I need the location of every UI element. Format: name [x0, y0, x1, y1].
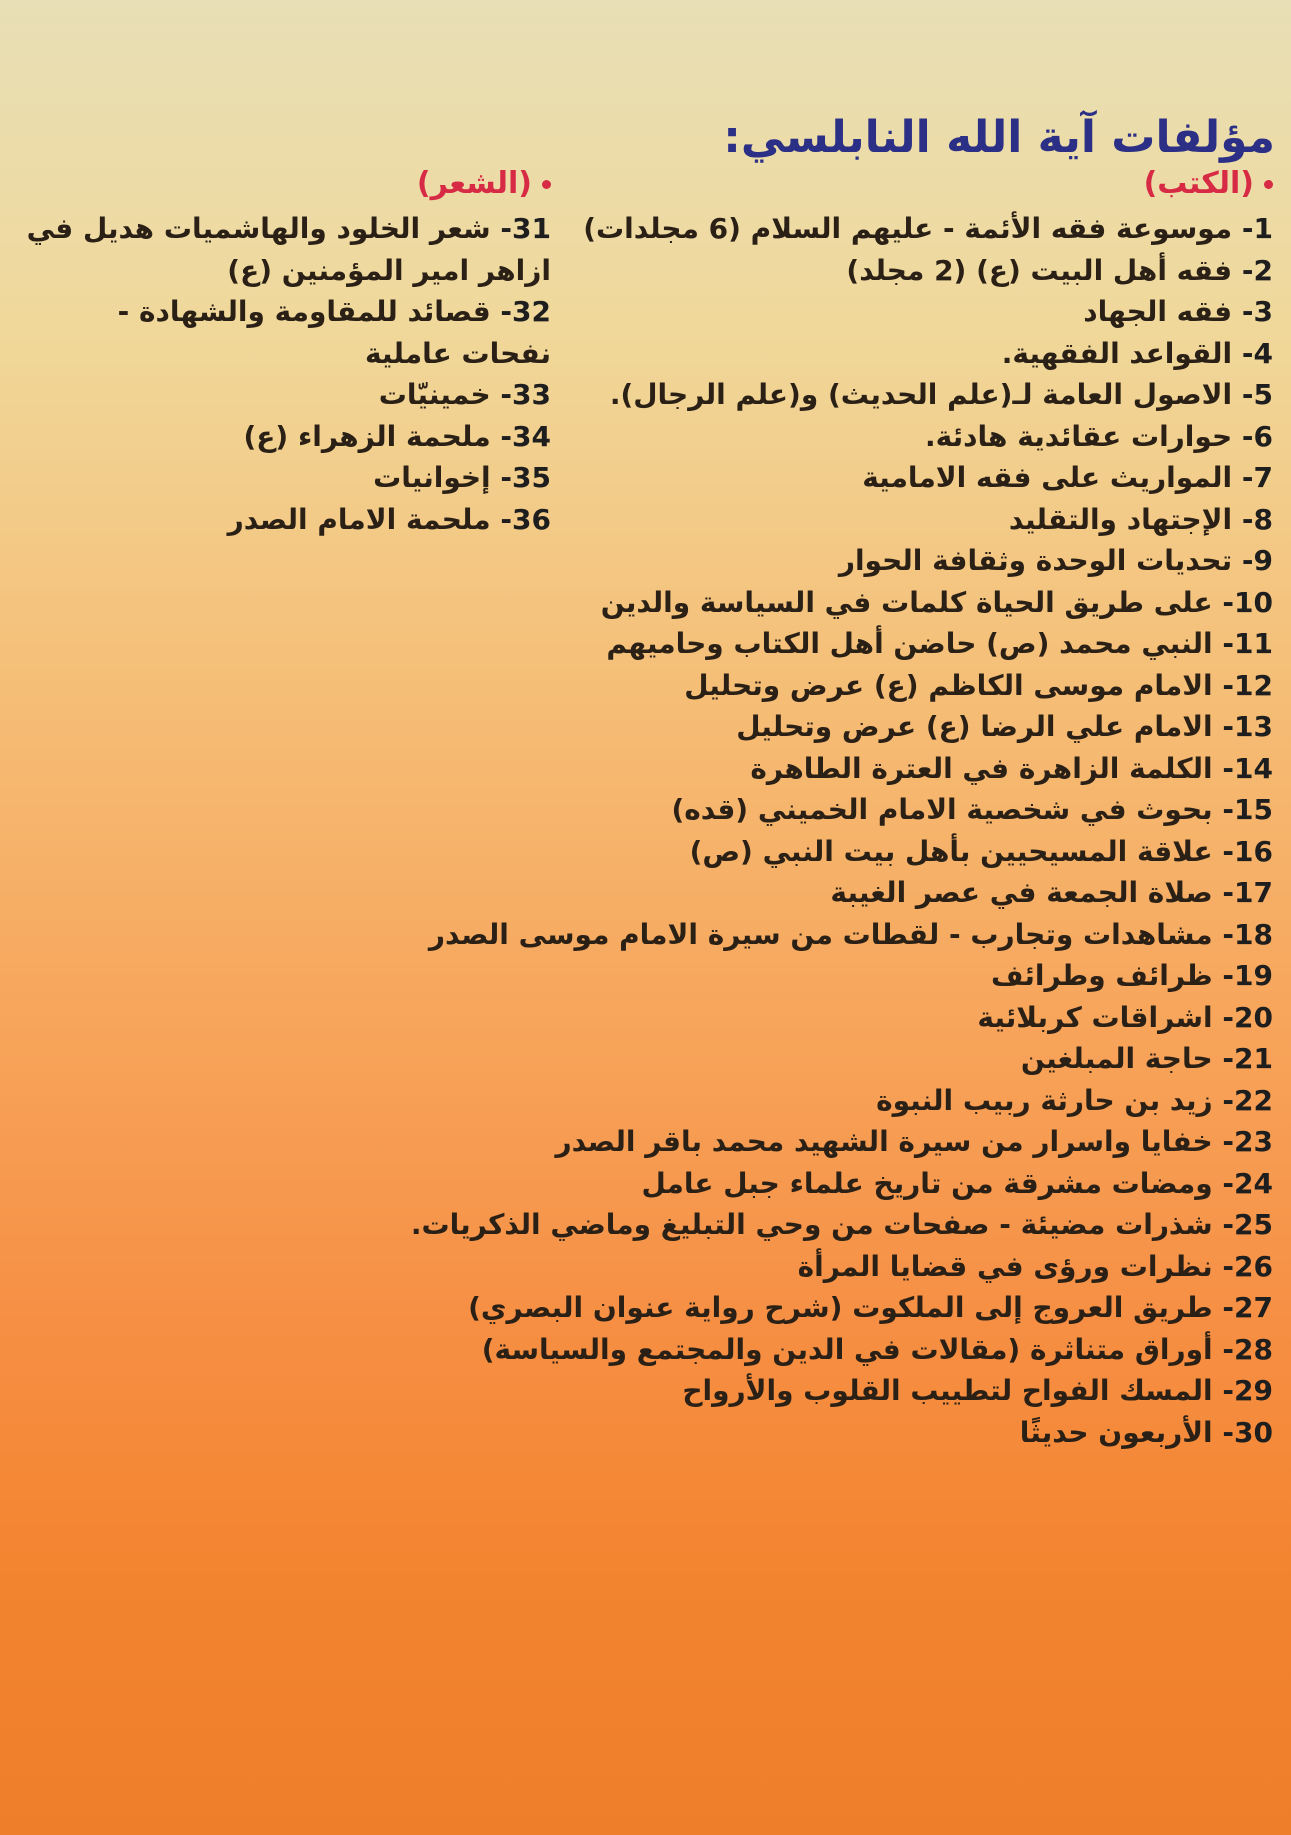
item-title: النبي محمد (ص) حاضن أهل الكتاب وحاميهم [606, 627, 1213, 660]
item-title: المواريث على فقه الامامية [862, 461, 1233, 494]
item-number: 14- [1222, 751, 1273, 785]
list-item [513, 291, 1273, 333]
item-title: ملحمة الامام الصدر [227, 502, 491, 536]
list-item [468, 1287, 1273, 1329]
list-item [410, 1204, 1273, 1246]
item-number: 24- [1222, 1166, 1273, 1200]
list-item [513, 208, 1273, 250]
item-number: 10- [1222, 585, 1273, 619]
list-item [513, 540, 1273, 582]
item-number: 29- [1222, 1374, 1273, 1407]
item-title: القواعد الفقهية. [1001, 336, 1233, 370]
item-title: طريق العروج إلى الملكوت (شرح رواية عنوان البصري) [468, 1291, 1213, 1324]
list-item [513, 997, 1273, 1039]
item-title: حاجة المبلغين [1020, 1042, 1213, 1075]
list-item [513, 872, 1273, 914]
item-title: أوراق متناثرة (مقالات في الدين والمجتمع والسياسة) [481, 1332, 1213, 1366]
item-title: شعر الخلود والهاشميات هديل في ازاهر امير المؤمنين (ع) [26, 212, 551, 287]
item-title: ملحمة الزهراء (ع) [243, 419, 491, 453]
item-title: الإجتهاد والتقليد [1008, 502, 1233, 536]
item-number: 18- [1222, 917, 1273, 951]
list-item [513, 623, 1273, 665]
item-title: بحوث في شخصية الامام الخميني (قده) [671, 793, 1213, 826]
item-number: 21- [1222, 1042, 1273, 1075]
item-number: 25- [1222, 1208, 1273, 1241]
item-title: صلاة الجمعة في عصر الغيبة [830, 876, 1213, 909]
list-item [513, 748, 1273, 790]
list-item [513, 1370, 1273, 1412]
list-item [513, 1163, 1273, 1205]
list-item [513, 955, 1273, 997]
item-title: موسوعة فقه الأئمة - عليهم السلام (6 مجلدات) [583, 212, 1233, 245]
list-item [513, 582, 1273, 624]
list-item [21, 499, 551, 541]
item-title: خفايا واسرار من سيرة الشهيد محمد باقر الصدر [555, 1125, 1213, 1158]
bullet-icon [1264, 180, 1273, 189]
item-title: تحديات الوحدة وثقافة الحوار [838, 544, 1233, 577]
item-title: ومضات مشرقة من تاريخ علماء جبل عامل [641, 1166, 1213, 1200]
item-title: ظرائف وطرائف [991, 959, 1213, 992]
item-title: اشراقات كربلائية [977, 1000, 1213, 1034]
item-title: إخوانيات [373, 461, 491, 494]
item-number: 2- [1241, 253, 1273, 287]
item-title: فقه الجهاد [1083, 295, 1233, 328]
item-title: مشاهدات وتجارب - لقطات من سيرة الامام موسى الصدر [428, 917, 1213, 951]
item-number: 7- [1241, 461, 1273, 494]
list-item [21, 291, 551, 374]
list-item [513, 416, 1273, 458]
item-title: الاصول العامة لـ(علم الحديث) و(علم الرجال). [609, 378, 1233, 411]
item-number: 8- [1241, 502, 1273, 536]
item-title: الامام موسى الكاظم (ع) عرض وتحليل [684, 668, 1213, 702]
list-item [21, 416, 551, 458]
list-item [513, 374, 1273, 416]
list-item [513, 1038, 1273, 1080]
item-title: شذرات مضيئة - صفحات من وحي التبليغ وماضي الذكريات. [410, 1208, 1213, 1241]
item-number: 4- [1241, 336, 1273, 370]
item-title: فقه أهل البيت (ع) (2 مجلد) [846, 253, 1233, 287]
item-number: 5- [1241, 378, 1273, 411]
list-item [513, 499, 1273, 541]
list-item [513, 831, 1273, 873]
item-number: 12- [1222, 668, 1273, 702]
item-title: قصائد للمقاومة والشهادة - نفحات عاملية [117, 295, 551, 370]
item-number: 30- [1222, 1415, 1273, 1449]
item-number: 32- [500, 295, 551, 328]
list-item [513, 1080, 1273, 1122]
poetry-heading-label: (الشعر) [416, 166, 532, 201]
item-number: 31- [500, 212, 551, 245]
item-number: 28- [1222, 1332, 1273, 1366]
list-item [513, 457, 1273, 499]
list-item [481, 1329, 1273, 1371]
item-title: الكلمة الزاهرة في العترة الطاهرة [750, 751, 1213, 785]
item-number: 9- [1241, 544, 1273, 577]
item-number: 23- [1222, 1125, 1273, 1158]
item-title: علاقة المسيحيين بأهل بيت النبي (ص) [689, 834, 1213, 868]
item-number: 19- [1222, 959, 1273, 992]
item-number: 17- [1222, 876, 1273, 909]
item-number: 13- [1222, 710, 1273, 743]
item-number: 15- [1222, 793, 1273, 826]
list-item [513, 333, 1273, 375]
item-number: 35- [500, 461, 551, 494]
list-item [21, 208, 551, 291]
item-number: 16- [1222, 834, 1273, 868]
item-title: الامام علي الرضا (ع) عرض وتحليل [736, 710, 1213, 743]
item-number: 26- [1222, 1249, 1273, 1283]
item-number: 36- [500, 502, 551, 536]
item-number: 27- [1222, 1291, 1273, 1324]
list-item [513, 706, 1273, 748]
list-item [513, 789, 1273, 831]
item-number: 34- [500, 419, 551, 453]
item-number: 1- [1241, 212, 1273, 245]
item-title: الأربعون حديثًا [1019, 1415, 1213, 1449]
item-title: زيد بن حارثة ربيب النبوة [876, 1083, 1213, 1117]
page-title: مؤلفات آية الله النابلسي: [723, 112, 1275, 163]
item-number: 20- [1222, 1000, 1273, 1034]
list-item [428, 914, 1273, 956]
list-item [513, 1121, 1273, 1163]
books-heading-label: (الكتب) [1143, 166, 1254, 201]
item-title: خمينيّات [378, 378, 491, 411]
item-number: 6- [1241, 419, 1273, 453]
list-item [21, 374, 551, 416]
item-title: نظرات ورؤى في قضايا المرأة [797, 1249, 1213, 1283]
item-title: المسك الفواح لتطييب القلوب والأرواح [682, 1374, 1213, 1407]
list-item [513, 1246, 1273, 1288]
list-item [513, 665, 1273, 707]
item-number: 22- [1222, 1083, 1273, 1117]
list-item [513, 250, 1273, 292]
item-number: 11- [1222, 627, 1273, 660]
bullet-icon [542, 180, 551, 189]
item-number: 33- [500, 378, 551, 411]
poetry-list [21, 208, 551, 540]
list-item [513, 1412, 1273, 1454]
item-title: حوارات عقائدية هادئة. [925, 419, 1233, 453]
item-title: على طريق الحياة كلمات في السياسة والدين [600, 585, 1213, 619]
list-item [21, 457, 551, 499]
item-number: 3- [1241, 295, 1273, 328]
poetry-section-heading [417, 166, 551, 201]
books-section-heading [1144, 166, 1273, 201]
